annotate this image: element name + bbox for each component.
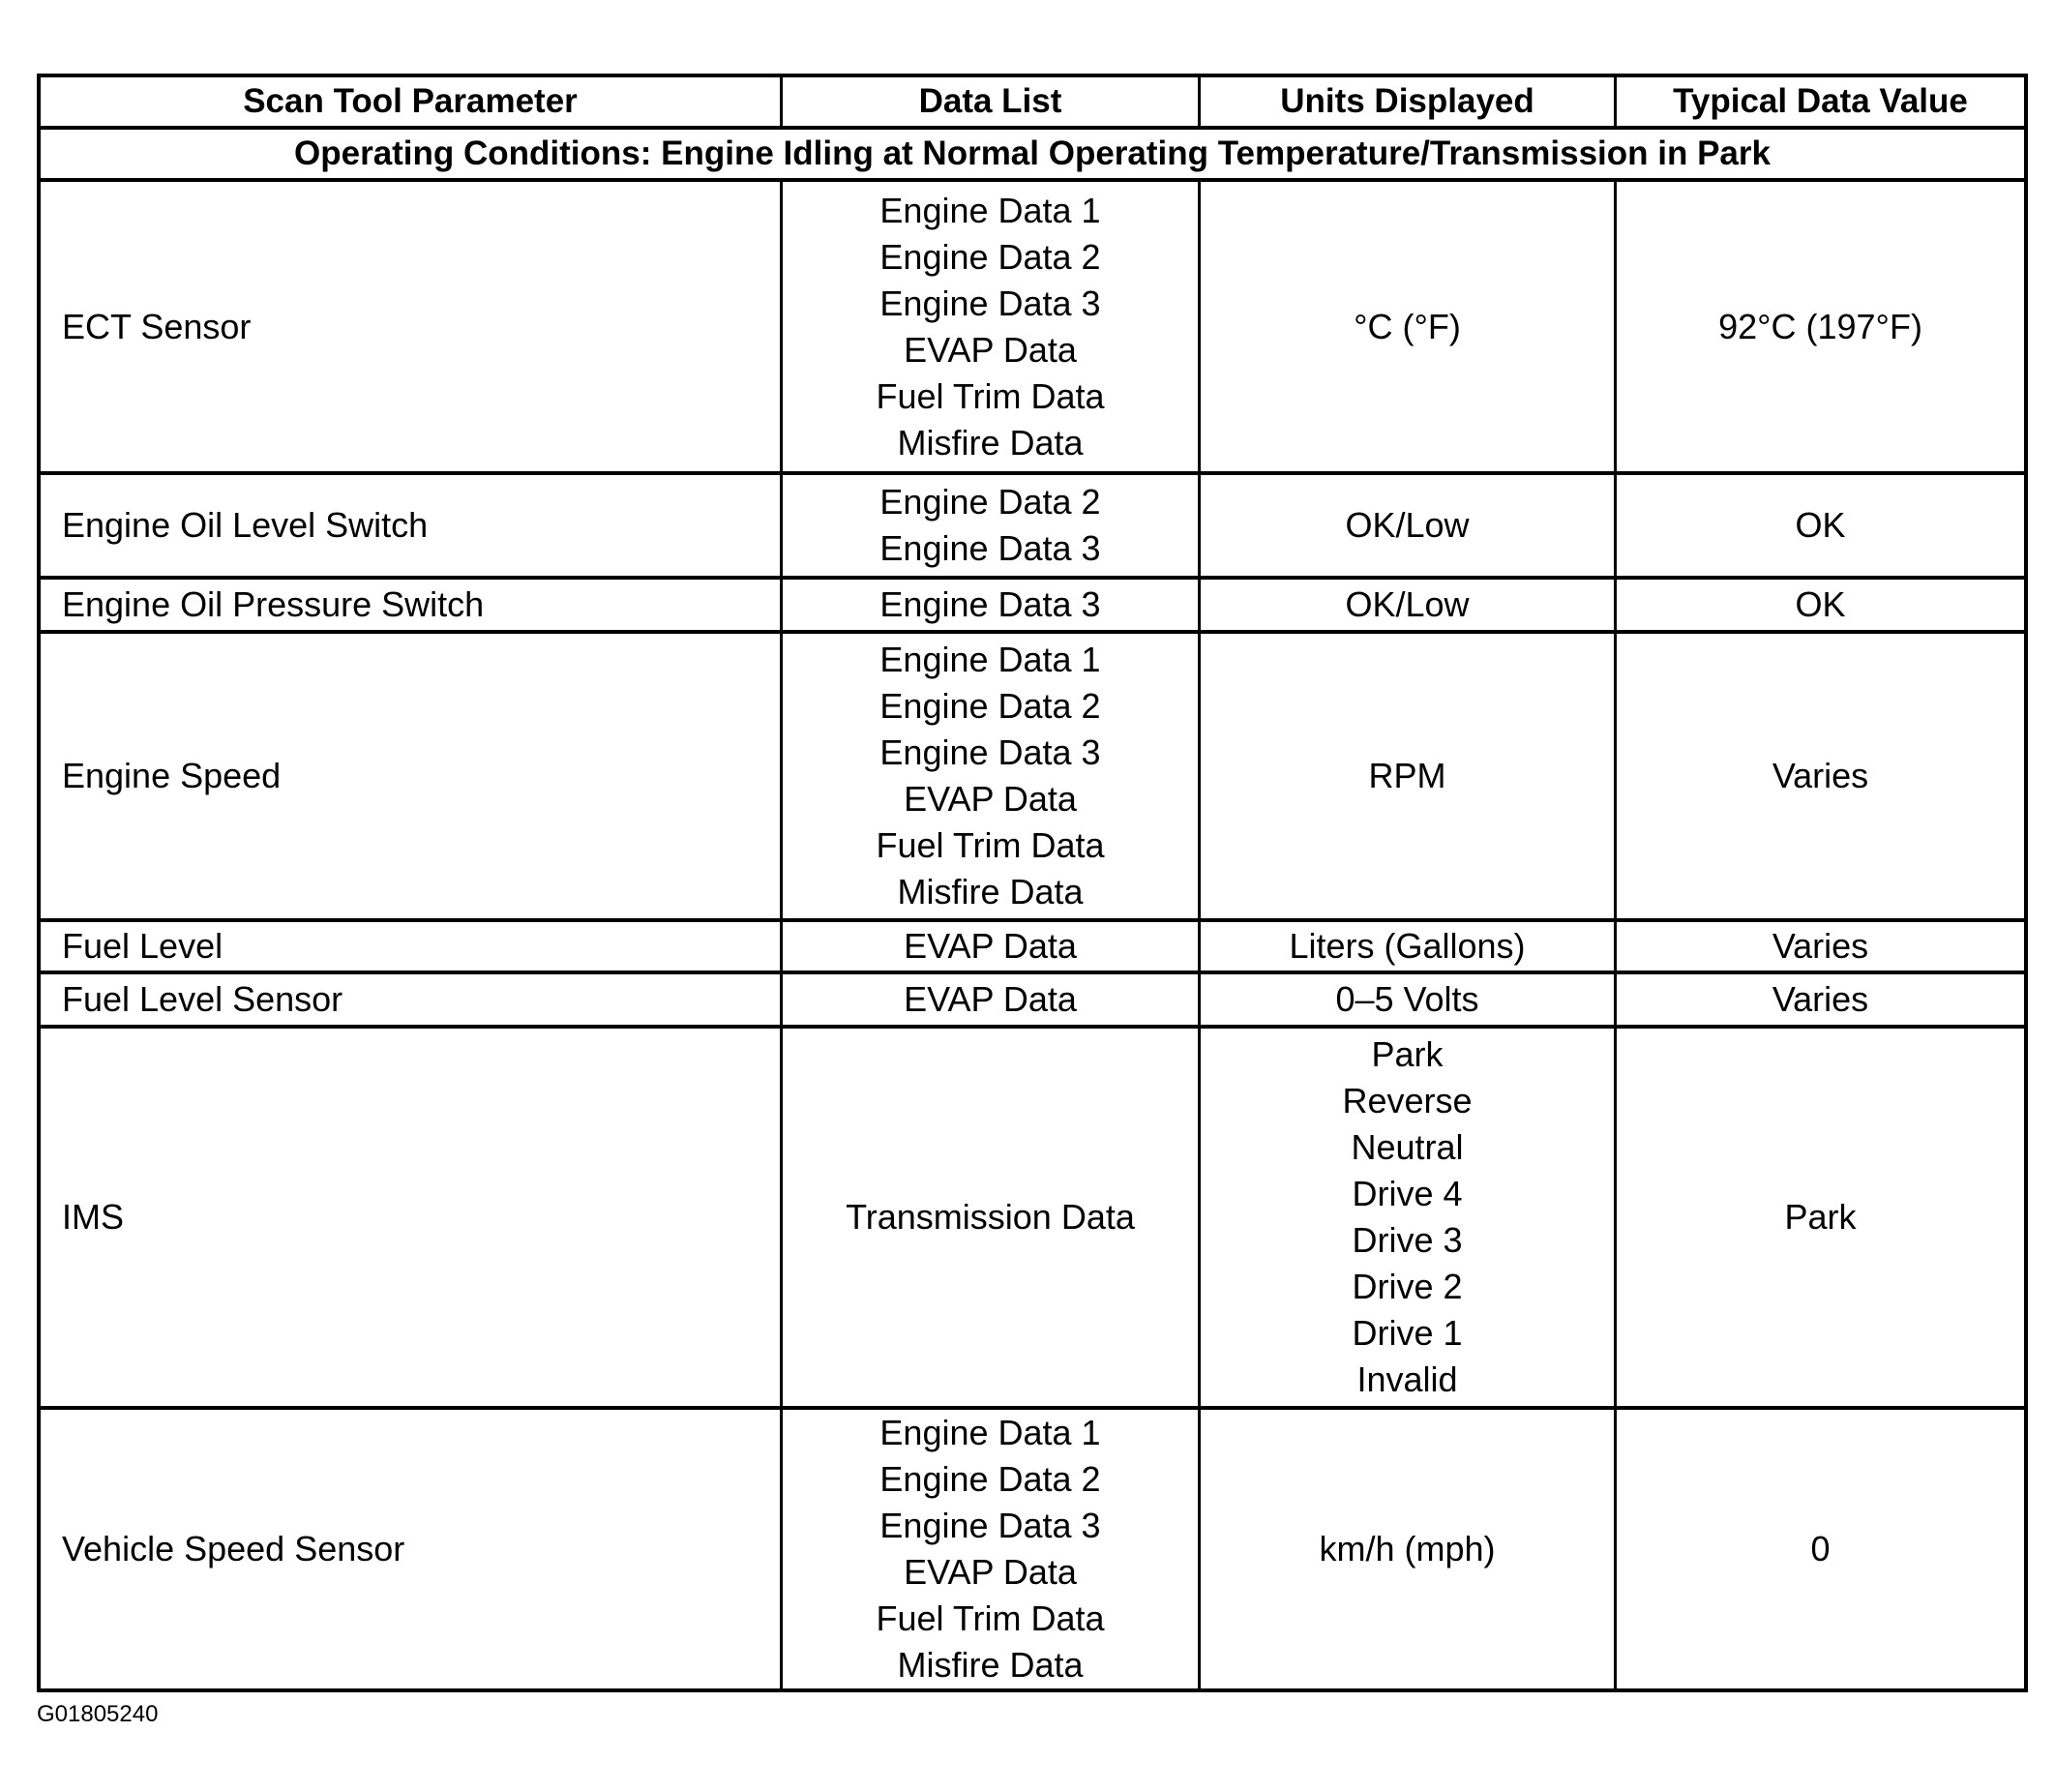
header-scan-tool-parameter: Scan Tool Parameter [243, 82, 578, 120]
data-list-item: Misfire Data [897, 1645, 1084, 1685]
data-list-cell: Engine Data 3 [780, 580, 1198, 630]
units-cell: km/h (mph) [1198, 1410, 1614, 1688]
data-list-item: Engine Data 3 [879, 528, 1101, 568]
typical-value-cell: Varies [1614, 974, 2024, 1025]
data-list-item: Engine Data 2 [879, 236, 1101, 277]
data-list-item: EVAP Data [904, 329, 1077, 370]
scan-tool-data-table [37, 74, 2028, 1692]
table-row [41, 471, 2024, 576]
data-list-item: Engine Data 3 [879, 732, 1101, 772]
header-data-list: Data List [780, 77, 1198, 126]
data-list-item: EVAP Data [904, 779, 1077, 819]
data-list-item: EVAP Data [904, 1552, 1077, 1592]
data-list-cell: Transmission Data [780, 1029, 1198, 1406]
table-row [41, 918, 2024, 971]
typical-value-cell: 0 [1614, 1410, 2024, 1688]
data-list-item: Engine Data 1 [879, 1413, 1101, 1452]
units-item: Drive 3 [1352, 1220, 1463, 1260]
header-units-displayed: Units Displayed [1198, 77, 1614, 126]
data-list-item: Engine Data 1 [879, 190, 1101, 230]
table-row [41, 1025, 2024, 1406]
units-item: Neutral [1351, 1127, 1464, 1167]
param-cell: Engine Oil Pressure Switch [62, 584, 485, 624]
data-list-item: Fuel Trim Data [876, 1598, 1105, 1638]
param-cell: Vehicle Speed Sensor [62, 1529, 405, 1568]
data-list-item: Engine Data 1 [879, 640, 1101, 679]
data-list-item: Engine Data 2 [879, 686, 1101, 726]
param-cell: IMS [62, 1197, 125, 1237]
units-item: Drive 4 [1352, 1174, 1463, 1213]
typical-value-cell: Varies [1614, 634, 2024, 918]
param-cell: Engine Speed [62, 756, 282, 795]
units-item: Drive 1 [1352, 1313, 1463, 1353]
data-list-item: Fuel Trim Data [876, 375, 1105, 416]
data-list-item: Misfire Data [897, 422, 1084, 463]
table-row [41, 630, 2024, 918]
units-cell [1198, 1029, 1614, 1406]
units-cell: Liters (Gallons) [1198, 922, 1614, 971]
table-row [41, 178, 2024, 471]
data-list-item: Fuel Trim Data [876, 825, 1105, 865]
table-row [41, 1406, 2024, 1688]
operating-conditions: Operating Conditions: Engine Idling at Normal Operating Temperature/Transmission in Park [294, 134, 1771, 172]
units-item: Invalid [1356, 1359, 1458, 1399]
header-typical-data-value: Typical Data Value [1614, 77, 2024, 126]
data-list-item: Engine Data 2 [879, 1459, 1101, 1499]
data-list-cell [780, 634, 1198, 918]
data-list-item: Engine Data 3 [879, 283, 1101, 323]
table-row [41, 576, 2024, 630]
data-list-cell: EVAP Data [780, 922, 1198, 971]
units-cell: OK/Low [1198, 580, 1614, 630]
data-list-cell: EVAP Data [780, 974, 1198, 1025]
param-cell: ECT Sensor [62, 306, 252, 346]
units-item: Reverse [1342, 1081, 1473, 1120]
units-item: Park [1371, 1034, 1444, 1074]
figure-id: G01805240 [37, 1701, 159, 1727]
units-cell: °C (°F) [1198, 182, 1614, 471]
data-list-item: Engine Data 2 [879, 482, 1101, 522]
data-list-cell [780, 1410, 1198, 1688]
param-cell: Fuel Level [62, 926, 223, 966]
typical-value-cell: OK [1614, 475, 2024, 576]
data-list-item: Misfire Data [897, 872, 1084, 911]
units-cell: 0–5 Volts [1198, 974, 1614, 1025]
units-cell: RPM [1198, 634, 1614, 918]
units-item: Drive 2 [1352, 1267, 1463, 1306]
param-cell: Engine Oil Level Switch [62, 505, 429, 545]
data-list-cell [780, 475, 1198, 576]
data-list-cell [780, 182, 1198, 471]
units-cell: OK/Low [1198, 475, 1614, 576]
typical-value-cell: Varies [1614, 922, 2024, 971]
data-list-item: Engine Data 3 [879, 1506, 1101, 1545]
conditions-row [41, 126, 2024, 178]
typical-value-cell: OK [1614, 580, 2024, 630]
header-row [41, 77, 2024, 126]
typical-value-cell: 92°C (197°F) [1614, 182, 2024, 471]
table-row [41, 971, 2024, 1025]
param-cell: Fuel Level Sensor [62, 979, 343, 1019]
typical-value-cell: Park [1614, 1029, 2024, 1406]
